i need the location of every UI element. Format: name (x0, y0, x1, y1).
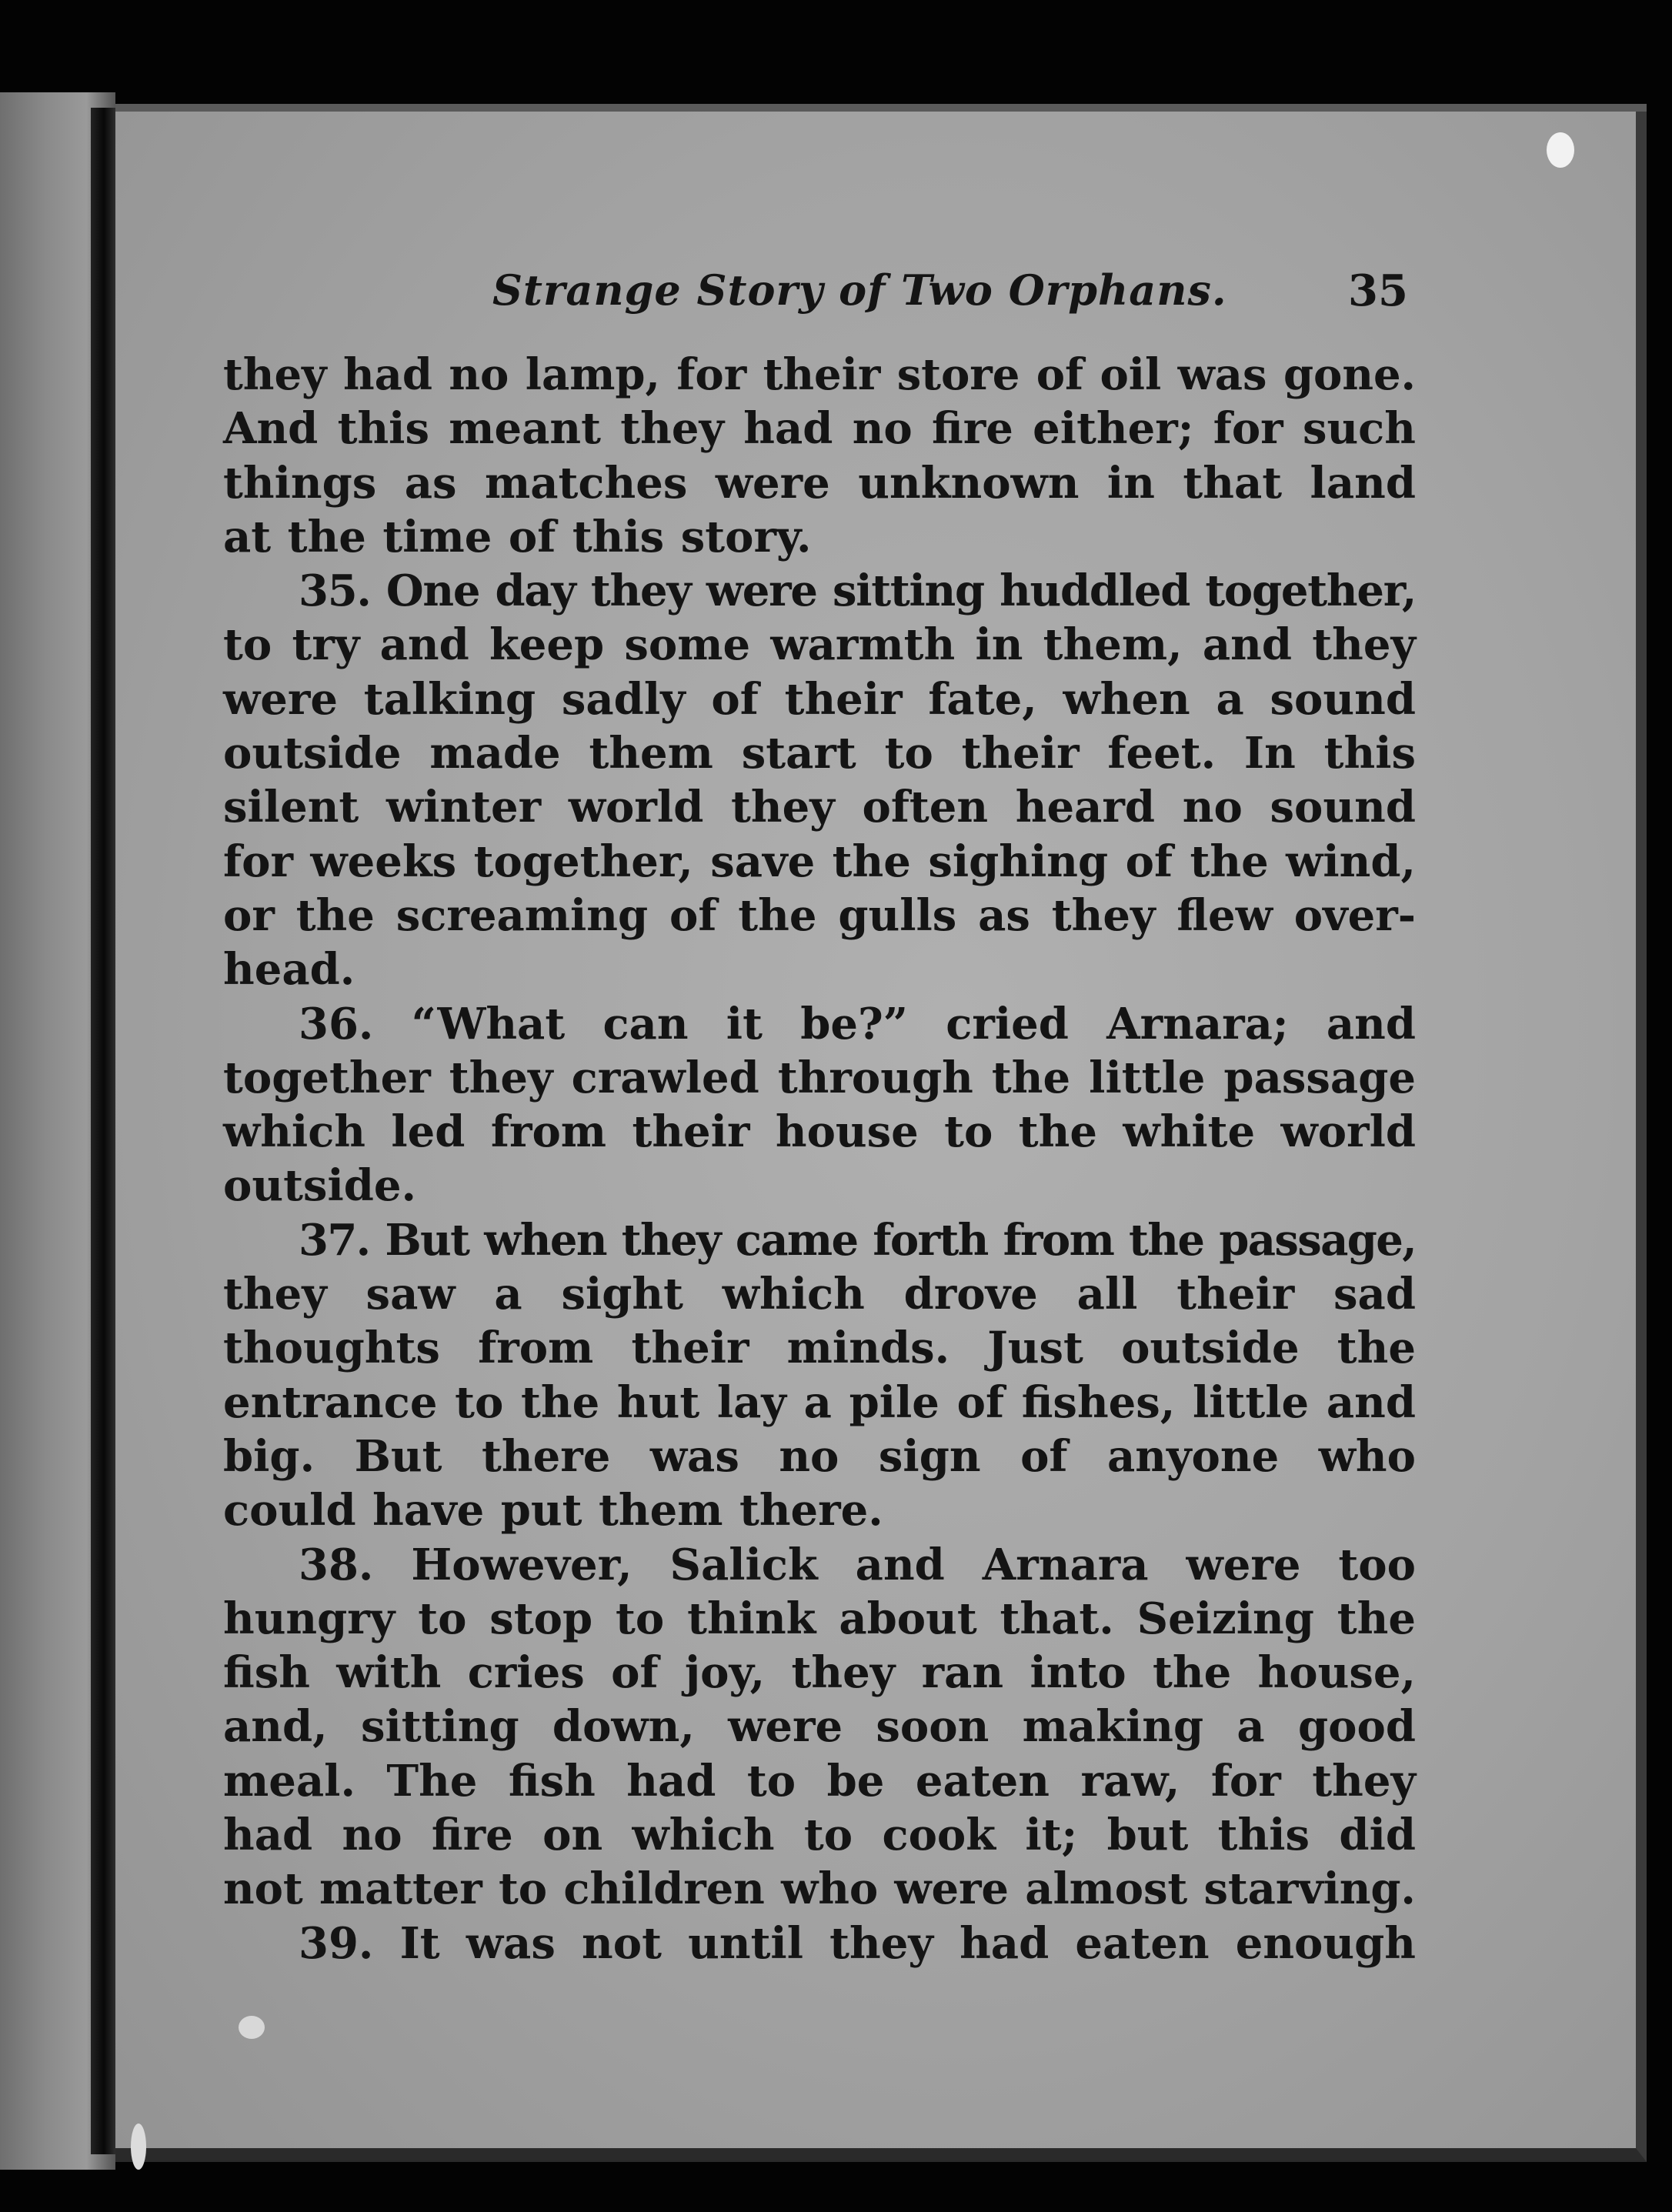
running-head: Strange Story of Two Orphans. (492, 265, 1227, 315)
text-line: together they crawled through the little passage (223, 1052, 1416, 1103)
text-line: outside made them start to their feet. In this (223, 728, 1416, 779)
scan-speck (131, 2124, 146, 2170)
text-line: hungry to stop to think about that. Seizing the (223, 1593, 1416, 1644)
text-line: and, sitting down, were soon making a good (223, 1701, 1416, 1753)
text-line: fish with cries of joy, they ran into the house, (223, 1647, 1416, 1699)
text-line: entrance to the hut lay a pile of fishes, little and (223, 1376, 1416, 1428)
text-line: they had no lamp, for their store of oil was gone. (223, 349, 1416, 400)
body-text (223, 348, 1416, 1970)
page-number: 35 (1348, 265, 1408, 316)
text-line: And this meant they had no fire either; for such (223, 403, 1416, 455)
text-line: not matter to children who were almost starving. (223, 1863, 1416, 1915)
text-line: 38. However, Salick and Arnara were too (299, 1539, 1416, 1590)
text-line: to try and keep some warmth in them, and they (223, 619, 1416, 671)
text-line: 37. But when they came forth from the passage, (299, 1214, 1417, 1266)
text-line: head. (223, 944, 355, 996)
book-gutter (91, 108, 117, 2154)
text-line: or the screaming of the gulls as they flew over- (223, 889, 1416, 941)
text-line: could have put them there. (223, 1485, 883, 1536)
text-line: had no fire on which to cook it; but this did (223, 1810, 1416, 1861)
text-line: silent winter world they often heard no sound (223, 782, 1416, 833)
text-line: 36. “What can it be?” cried Arnara; and (299, 998, 1416, 1049)
text-line: for weeks together, save the sighing of the wind, (223, 836, 1416, 887)
text-line: they saw a sight which drove all their sad (223, 1269, 1416, 1320)
text-line: 35. One day they were sitting huddled together, (299, 566, 1417, 617)
text-line: thoughts from their minds. Just outside the (223, 1323, 1416, 1374)
text-line: outside. (223, 1160, 417, 1212)
text-line: meal. The fish had to be eaten raw, for they (223, 1755, 1416, 1807)
text-line: at the time of this story. (223, 511, 812, 562)
scan-speck (239, 2016, 265, 2039)
text-line: 39. It was not until they had eaten enough (299, 1917, 1416, 1969)
text-line: big. But there was no sign of anyone who (223, 1430, 1416, 1482)
text-line: were talking sadly of their fate, when a sound (223, 673, 1416, 725)
text-line: things as matches were unknown in that land (223, 457, 1416, 509)
text-line: which led from their house to the white world (223, 1106, 1416, 1158)
scan-speck (1547, 132, 1574, 168)
